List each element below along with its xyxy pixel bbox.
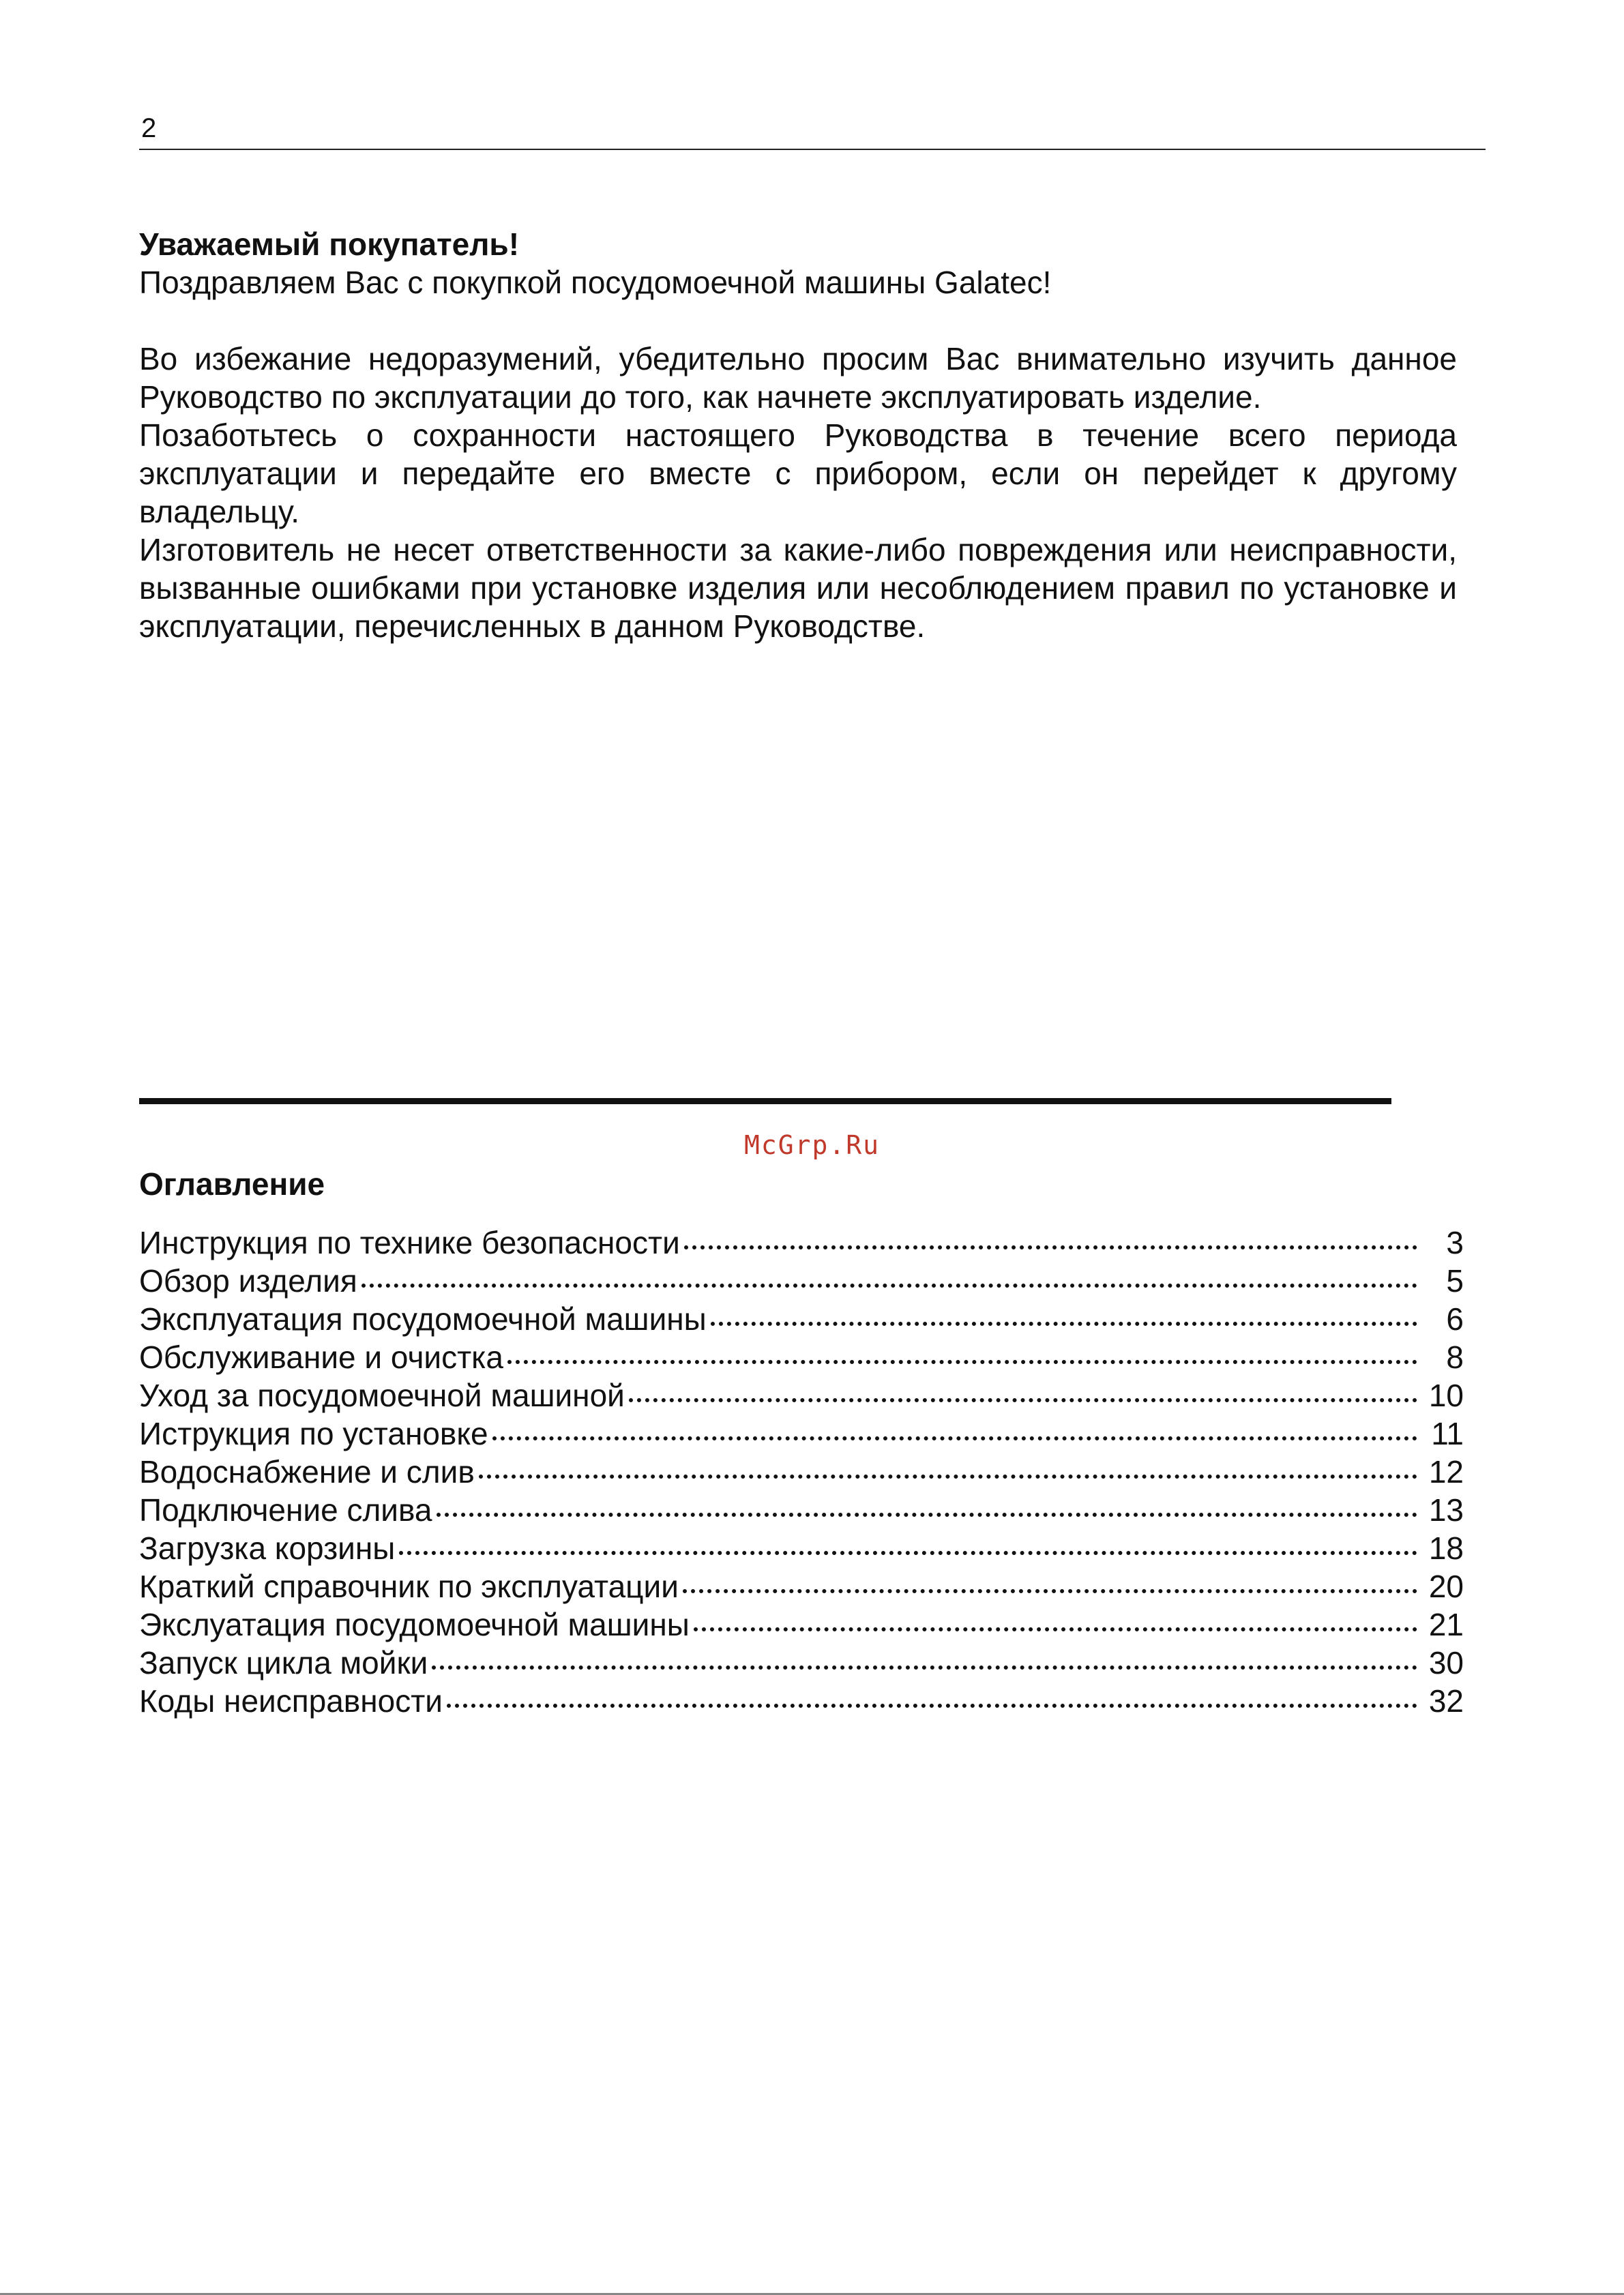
- toc-leader-dots: [437, 1513, 1418, 1517]
- watermark: McGrp.Ru: [743, 1130, 881, 1160]
- toc-item-label: Обслуживание и очистка: [139, 1339, 503, 1375]
- toc-item-label: Водоснабжение и слив: [139, 1454, 475, 1490]
- toc-item[interactable]: [139, 1262, 1464, 1300]
- toc-item-label: Запуск цикла мойки: [139, 1645, 428, 1680]
- toc-item-label: Экслуатация посудомоечной машины: [139, 1607, 690, 1642]
- toc-item-page: 18: [1428, 1530, 1464, 1566]
- toc-item-label: Краткий справочник по эксплуатации: [139, 1569, 679, 1604]
- toc-leader-dots: [507, 1360, 1417, 1364]
- toc-leader-dots: [492, 1436, 1417, 1440]
- toc-item[interactable]: [139, 1415, 1464, 1453]
- table-of-contents: [139, 1224, 1464, 1720]
- toc-item-page: 21: [1428, 1607, 1464, 1642]
- toc-item-page: 11: [1431, 1416, 1464, 1451]
- toc-item-page: 30: [1428, 1645, 1464, 1680]
- toc-item[interactable]: [139, 1338, 1464, 1376]
- toc-leader-dots: [447, 1704, 1417, 1708]
- toc-item-label: Загрузка корзины: [139, 1530, 396, 1566]
- intro-paragraph: Позаботьтесь о сохранности настоящего Руководства в течение всего периода эксплуатации и передайте его вместе с прибором, если он перейдет к другому владельцу.: [139, 417, 1457, 529]
- intro-paragraph: Во избежание недоразумений, убедительно просим Вас внимательно изучить данное Руководство по эксплуатации до того, как начнете эксплуатировать изделие.: [139, 341, 1457, 415]
- toc-item-label: Уход за посудомоечной машиной: [139, 1378, 625, 1413]
- intro-paragraph: Изготовитель не несет ответственности за какие-либо повреждения или неисправности, вызванные ошибками при установке изделия или несоблюдением правил по установке и эксплуатации, перечисленных в данном Руководстве.: [139, 532, 1457, 644]
- congrats-text: Поздравляем Вас с покупкой посудомоечной машины Galatec!: [139, 265, 1052, 300]
- section-divider: [139, 1098, 1391, 1104]
- toc-item[interactable]: [139, 1224, 1464, 1262]
- toc-item[interactable]: [139, 1605, 1464, 1644]
- toc-item[interactable]: [139, 1529, 1464, 1567]
- toc-item-page: 5: [1446, 1263, 1464, 1299]
- toc-item[interactable]: [139, 1644, 1464, 1682]
- toc-leader-dots: [479, 1475, 1417, 1479]
- toc-item-page: 13: [1428, 1492, 1464, 1528]
- toc-item-label: Иструкция по установке: [139, 1416, 488, 1451]
- toc-item-page: 8: [1446, 1339, 1464, 1375]
- toc-item-label: Эксплуатация посудомоечной машины: [139, 1301, 707, 1337]
- paragraph-spacer: [139, 301, 1457, 340]
- toc-item-label: Подключение слива: [139, 1492, 432, 1528]
- toc-item-label: Коды неисправности: [139, 1683, 443, 1719]
- toc-item-page: 32: [1428, 1683, 1464, 1719]
- toc-leader-dots: [399, 1551, 1417, 1555]
- toc-leader-dots: [684, 1245, 1417, 1249]
- toc-item-page: 20: [1428, 1569, 1464, 1604]
- toc-title: Оглавление: [139, 1166, 325, 1202]
- toc-item-label: Обзор изделия: [139, 1263, 357, 1299]
- toc-item[interactable]: [139, 1682, 1464, 1720]
- header-rule: [139, 149, 1486, 150]
- intro-section: [139, 225, 1457, 645]
- toc-item-page: 3: [1446, 1225, 1464, 1260]
- toc-item-page: 10: [1428, 1378, 1464, 1413]
- toc-leader-dots: [361, 1284, 1417, 1288]
- toc-leader-dots: [711, 1322, 1417, 1326]
- toc-leader-dots: [432, 1665, 1417, 1670]
- toc-leader-dots: [694, 1627, 1417, 1631]
- toc-item-label: Инструкция по технике безопасности: [139, 1225, 680, 1260]
- toc-item-page: 12: [1428, 1454, 1464, 1490]
- toc-item-page: 6: [1446, 1301, 1464, 1337]
- toc-item[interactable]: [139, 1300, 1464, 1338]
- toc-item[interactable]: [139, 1567, 1464, 1605]
- toc-item[interactable]: [139, 1376, 1464, 1415]
- toc-item[interactable]: [139, 1453, 1464, 1491]
- greeting: Уважаемый покупатель!: [139, 226, 520, 262]
- toc-leader-dots: [629, 1398, 1417, 1402]
- toc-leader-dots: [683, 1589, 1417, 1593]
- page-number: 2: [141, 113, 157, 143]
- toc-item[interactable]: [139, 1491, 1464, 1529]
